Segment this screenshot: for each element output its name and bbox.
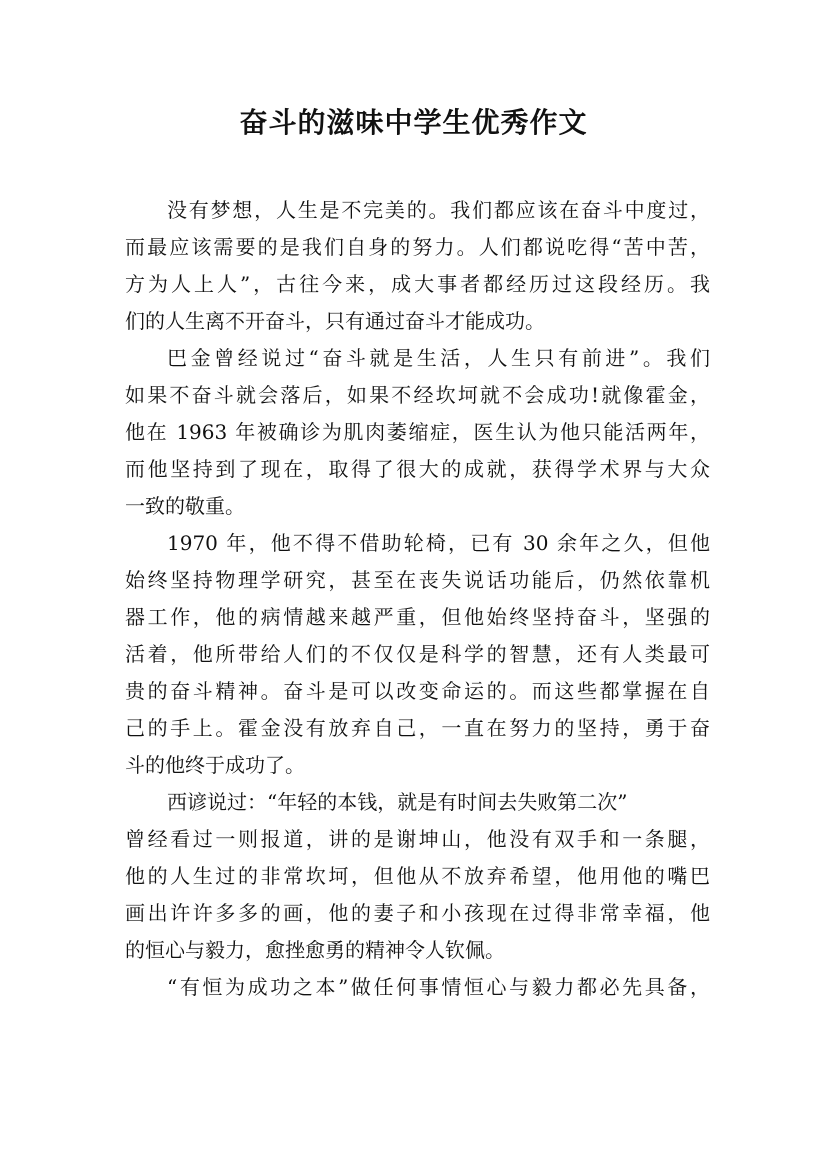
text-line: 曾经看过一则报道，讲的是谢坤山，他没有双手和一条腿， <box>125 827 710 851</box>
text-line: 而他坚持到了现在，取得了很大的成就，获得学术界与大众 <box>125 457 710 481</box>
document-title: 奋斗的滋味中学生优秀作文 <box>239 106 588 139</box>
text-line: 贵的奋斗精神。奋斗是可以改变命运的。而这些都掌握在自 <box>125 679 710 703</box>
text-line: 巴金曾经说过“奋斗就是生活，人生只有前进”。我们 <box>167 346 710 370</box>
text-line: 没有梦想，人生是不完美的。我们都应该在奋斗中度过， <box>167 198 710 222</box>
text-line: 西谚说过：“年轻的本钱，就是有时间去失败第二次” <box>167 790 628 814</box>
text-line: 活着，他所带给人们的不仅仅是科学的智慧，还有人类最可 <box>125 642 710 666</box>
text-line: 方为人上人”，古往今来，成大事者都经历过这段经历。我 <box>125 272 710 296</box>
text-line: 画出许许多多的画，他的妻子和小孩现在过得非常幸福，他 <box>125 901 710 925</box>
text-line: 他的人生过的非常坎坷，但他从不放弃希望，他用他的嘴巴 <box>125 864 710 888</box>
text-line: “有恒为成功之本”做任何事情恒心与毅力都必先具备， <box>167 975 710 999</box>
text-line: 的恒心与毅力，愈挫愈勇的精神令人钦佩。 <box>125 938 505 962</box>
text-line: 而最应该需要的是我们自身的努力。人们都说吃得“苦中苦， <box>125 235 710 259</box>
text-line: 他在 1963 年被确诊为肌肉萎缩症，医生认为他只能活两年， <box>125 420 710 444</box>
text-line: 一致的敬重。 <box>125 494 245 518</box>
text-line: 斗的他终于成功了。 <box>125 753 305 777</box>
text-line: 器工作，他的病情越来越严重，但他始终坚持奋斗，坚强的 <box>125 605 710 629</box>
text-line: 1970 年，他不得不借助轮椅，已有 30 余年之久，但他 <box>167 531 710 555</box>
text-line: 们的人生离不开奋斗，只有通过奋斗才能成功。 <box>125 309 545 333</box>
text-line: 如果不奋斗就会落后，如果不经坎坷就不会成功!就像霍金， <box>125 383 710 407</box>
text-line: 己的手上。霍金没有放弃自己，一直在努力的坚持，勇于奋 <box>125 716 710 740</box>
text-line: 始终坚持物理学研究，甚至在丧失说话功能后，仍然依靠机 <box>125 568 710 592</box>
